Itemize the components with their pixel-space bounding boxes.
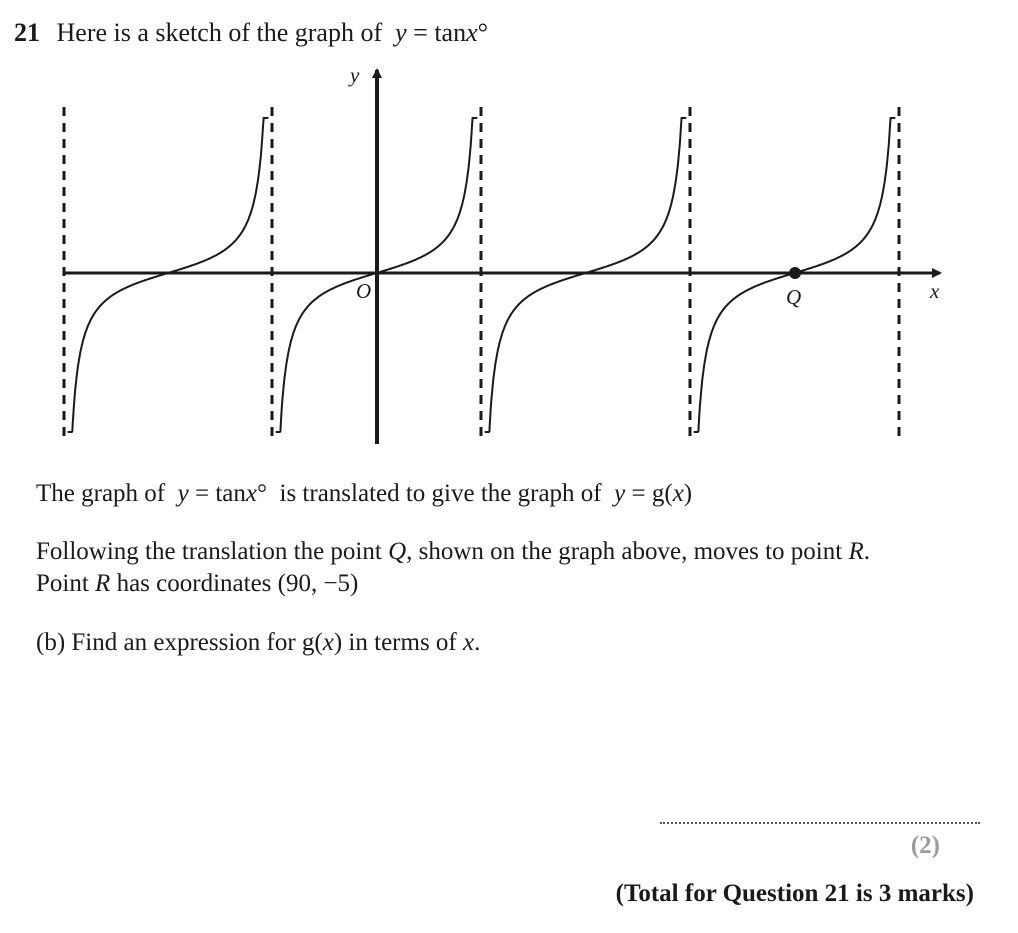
origin-label: O — [356, 279, 372, 303]
total-marks: (Total for Question 21 is 3 marks) — [615, 880, 974, 907]
question-heading — [14, 16, 488, 50]
part-marks: (2) — [910, 832, 940, 859]
x-axis-label: x — [930, 279, 940, 303]
answer-line[interactable] — [660, 822, 980, 824]
question-intro: Here is a sketch of the graph of — [56, 18, 383, 47]
tan-branch — [485, 118, 687, 432]
point-r-coordinates: Point R has coordinates (90, −5) — [36, 570, 359, 597]
y-axis-label: y — [350, 63, 360, 87]
tan-graph — [0, 60, 1018, 450]
question-function: y = tanx° — [395, 18, 489, 47]
point-q-marker — [789, 267, 801, 279]
tan-branch — [68, 118, 269, 432]
tan-function: y = tanx° — [177, 480, 267, 507]
question-number: 21 — [14, 18, 40, 47]
translation-description: Following the translation the point Q, shown on the graph above, moves to point R. — [36, 538, 870, 565]
g-function: y = g(x) — [614, 480, 693, 507]
point-q-label: Q — [786, 285, 802, 309]
part-b-question: (b) Find an expression for g(x) in terms of x. — [36, 629, 481, 656]
translation-statement: The graph of y = tanx° is translated to give the graph of y = g(x) — [36, 480, 693, 507]
